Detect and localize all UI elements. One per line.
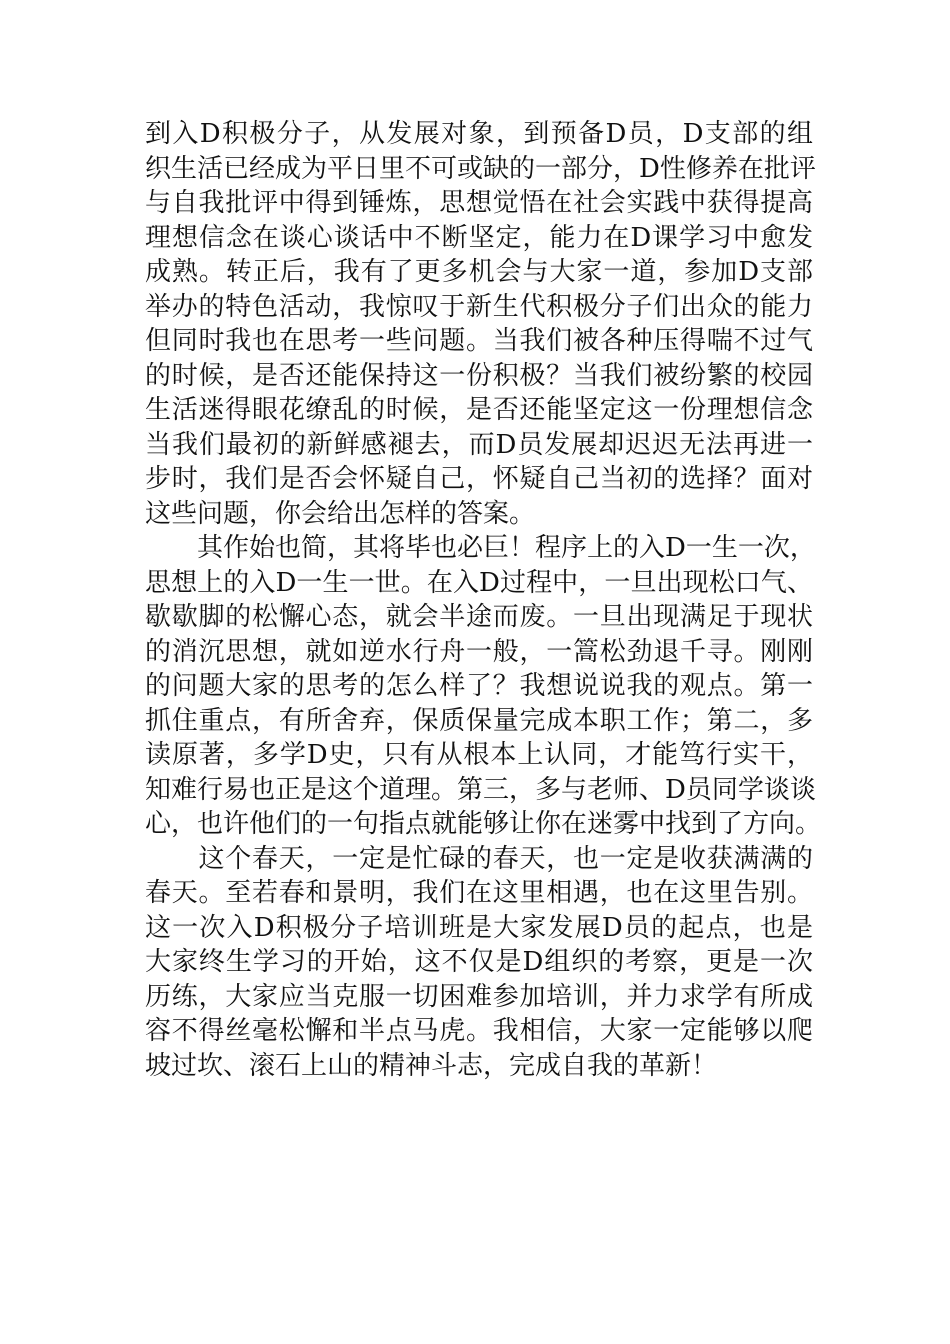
- text-line: 理想信念在谈心谈话中不断坚定，能力在D课学习中愈发: [145, 222, 813, 253]
- text-line: 这个春天，一定是忙碌的春天，也一定是收获满满的: [145, 843, 813, 874]
- text-line: 春天。至若春和景明，我们在这里相遇，也在这里告别。: [145, 878, 813, 908]
- text-line: 成熟。转正后，我有了更多机会与大家一道，参加D支部: [145, 257, 813, 287]
- text-line: 容不得丝毫松懈和半点马虎。我相信，大家一定能够以爬: [145, 1016, 813, 1046]
- text-line: 的问题大家的思考的怎么样了？我想说说我的观点。第一: [145, 671, 813, 701]
- text-line: 步时，我们是否会怀疑自己，怀疑自己当初的选择？面对: [145, 464, 813, 494]
- text-line: 当我们最初的新鲜感褪去，而D员发展却迟迟无法再进一: [145, 429, 813, 460]
- text-line: 抓住重点，有所舍弃，保质保量完成本职工作；第二，多: [145, 705, 813, 736]
- text-line: 其作始也简，其将毕也必巨！程序上的入D一生一次，: [145, 533, 816, 563]
- text-line: 知难行易也正是这个道理。第三，多与老师、D员同学谈谈: [145, 774, 816, 805]
- text-line: 但同时我也在思考一些问题。当我们被各种压得喘不过气: [145, 326, 813, 356]
- text-line: 与自我批评中得到锤炼，思想觉悟在社会实践中获得提高: [145, 188, 813, 218]
- text-line: 历练，大家应当克服一切困难参加培训，并力求学有所成: [145, 981, 813, 1012]
- text-line: 坡过坎、滚石上山的精神斗志，完成自我的革新！: [145, 1050, 718, 1081]
- text-line: 的时候，是否还能保持这一份积极？当我们被纷繁的校园: [145, 360, 813, 391]
- text-line: 织生活已经成为平日里不可或缺的一部分，D性修养在批评: [145, 153, 816, 184]
- text-line: 举办的特色活动，我惊叹于新生代积极分子们出众的能力: [145, 291, 813, 322]
- body-text: [145, 117, 822, 1083]
- text-line: 心，也许他们的一句指点就能够让你在迷雾中找到了方向。: [145, 809, 822, 839]
- text-line: 生活迷得眼花缭乱的时候，是否还能坚定这一份理想信念: [145, 395, 813, 425]
- text-line: 思想上的入D一生一世。在入D过程中，一旦出现松口气、: [145, 567, 813, 598]
- text-line: 读原著，多学D史，只有从根本上认同，才能笃行实干，: [145, 740, 813, 770]
- text-line: 到入D积极分子，从发展对象，到预备D员，D支部的组: [145, 119, 813, 149]
- text-line: 这些问题，你会给出怎样的答案。: [145, 498, 536, 529]
- text-line: 这一次入D积极分子培训班是大家发展D员的起点，也是: [145, 912, 813, 943]
- text-line: 歇歇脚的松懈心态，就会半途而废。一旦出现满足于现状: [145, 602, 813, 632]
- text-line: 的消沉思想，就如逆水行舟一般，一篙松劲退千寻。刚刚: [145, 636, 813, 667]
- text-line: 大家终生学习的开始，这不仅是D组织的考察，更是一次: [145, 947, 813, 977]
